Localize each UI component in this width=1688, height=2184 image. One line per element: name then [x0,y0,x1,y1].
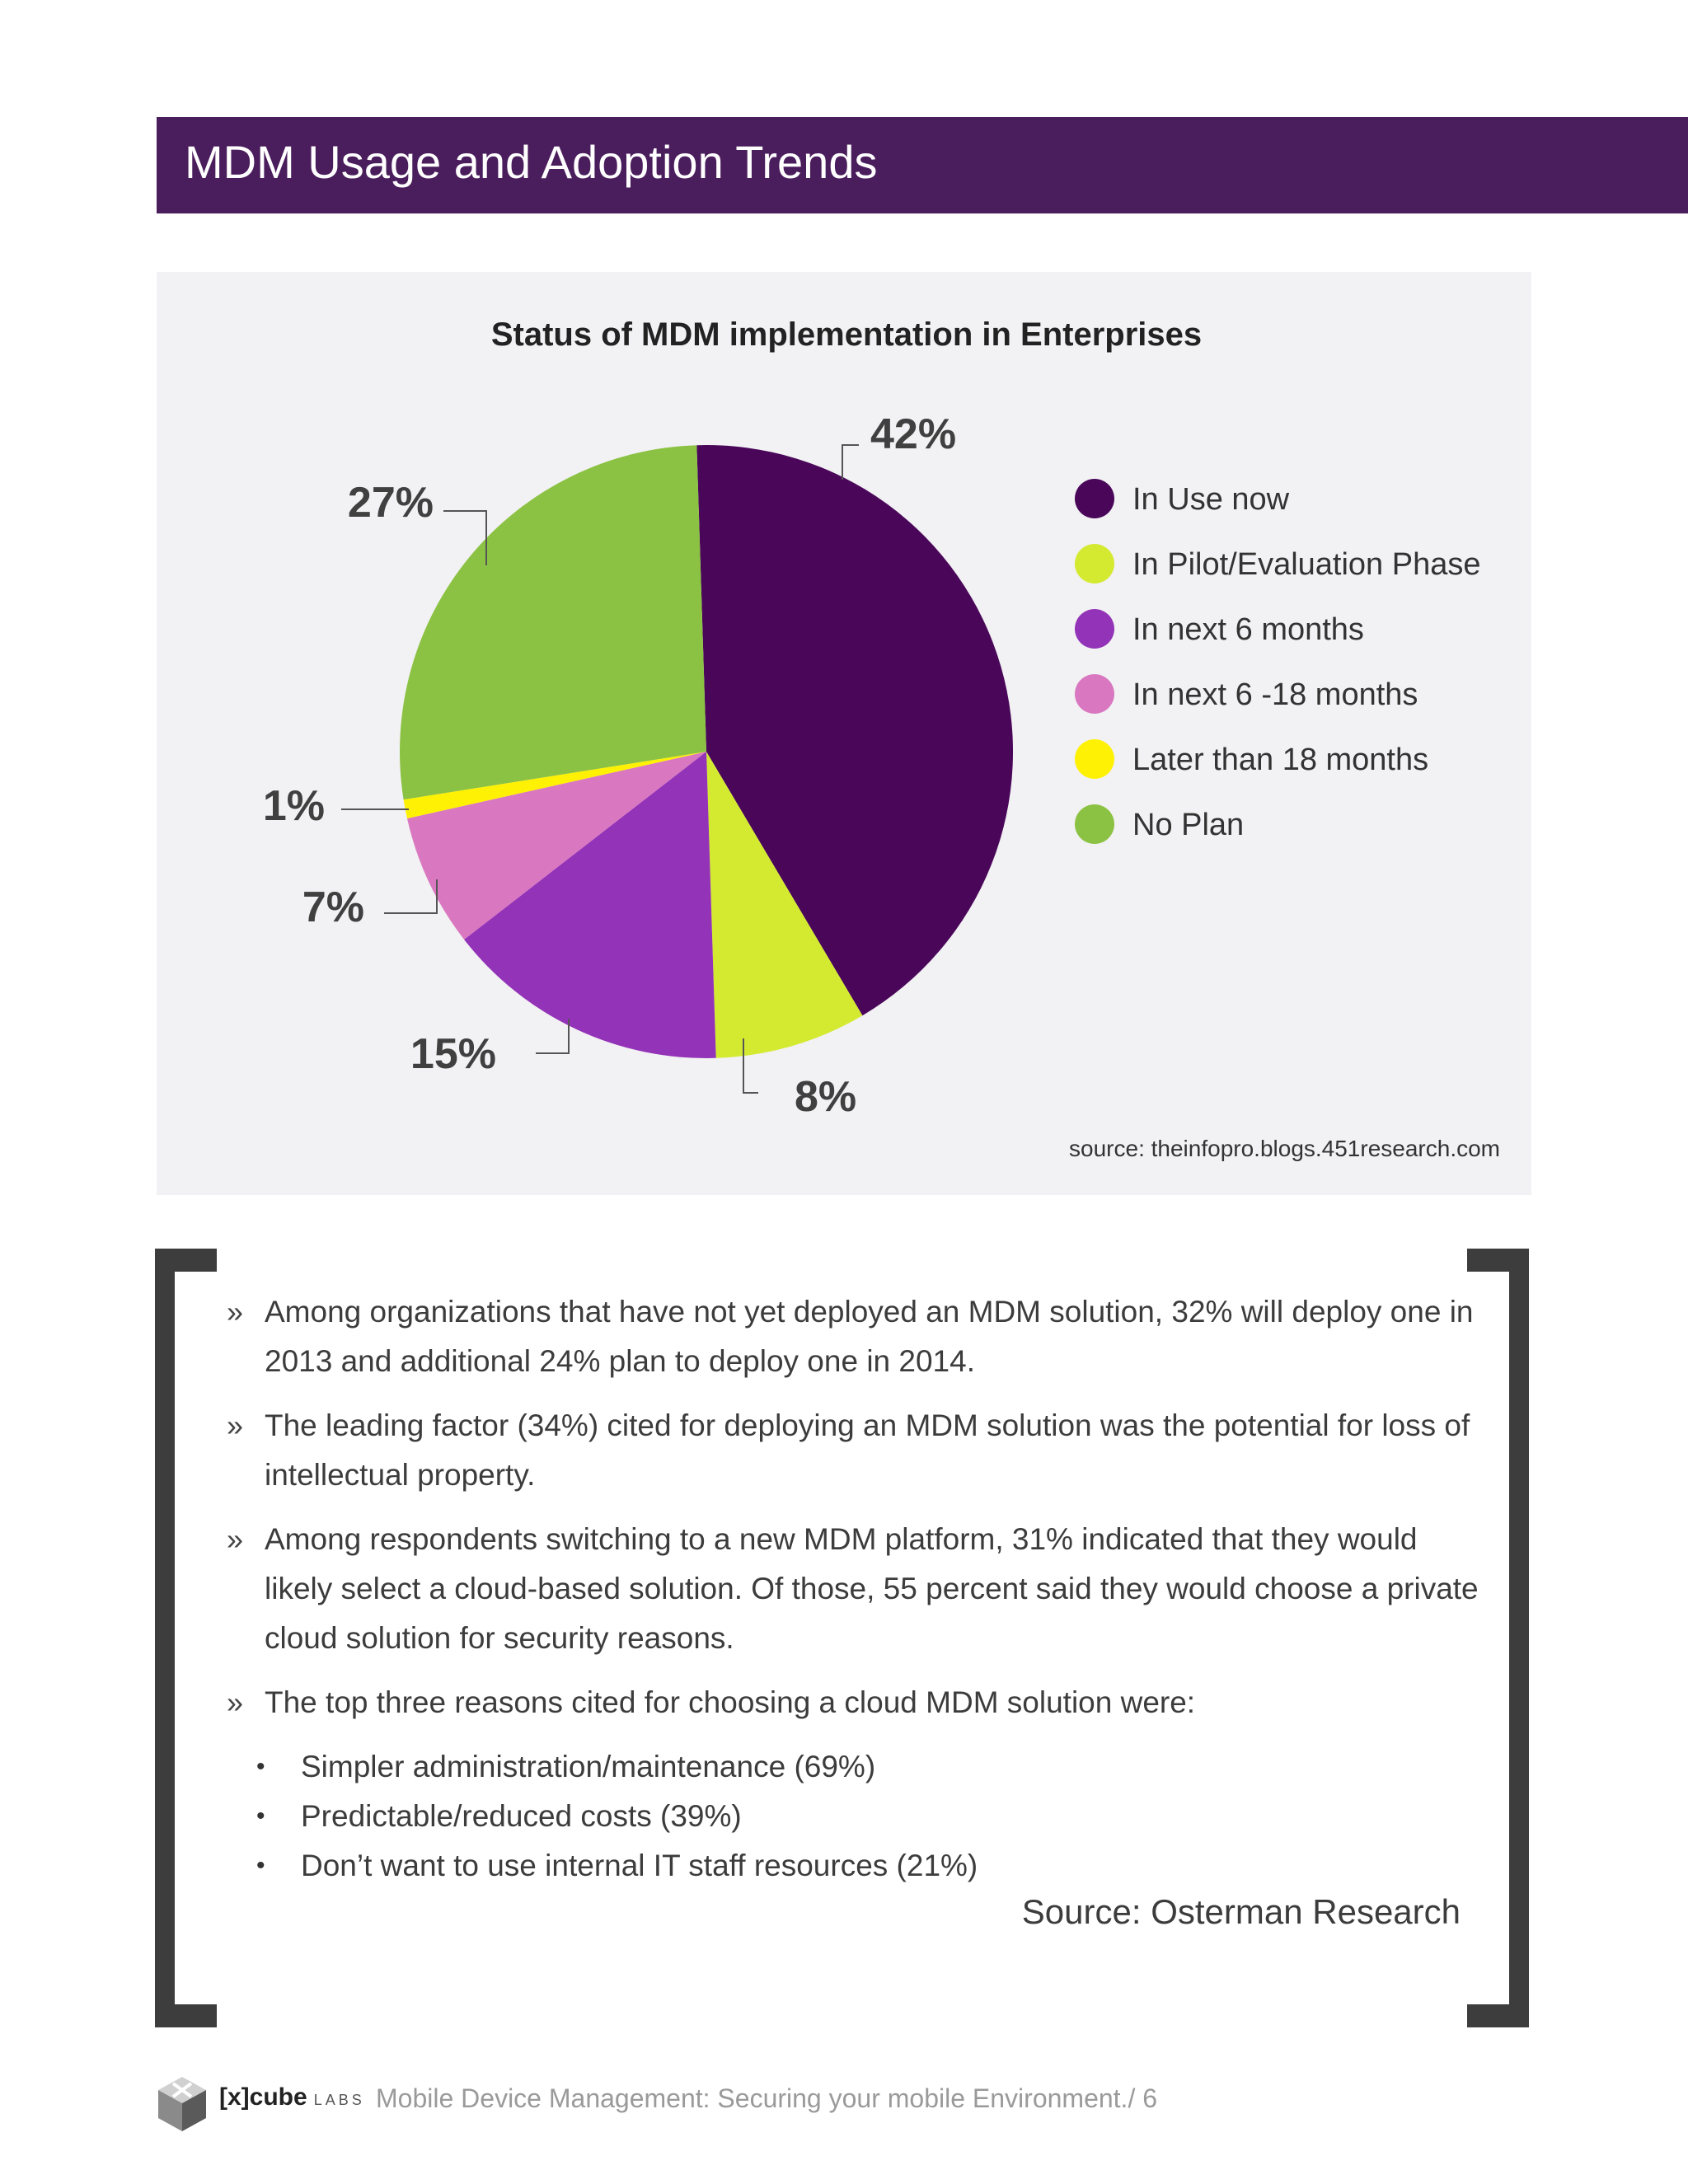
footer-brand [219,2083,365,2111]
leader-line [536,1019,569,1053]
bullet-text: Simpler administration/maintenance (69%) [301,1750,876,1783]
legend-swatch [1075,479,1114,518]
bullet-dot-icon: • [256,1802,265,1830]
data-label: 42% [870,410,957,458]
legend-label: No Plan [1132,808,1245,842]
legend-swatch [1075,739,1114,779]
bullet-item [227,1742,1479,1792]
header-bar [157,117,1688,213]
raquo-icon: » [227,1408,244,1442]
note-item [227,1515,1479,1663]
legend-label: Later than 18 months [1132,743,1429,777]
brand-name: [x]cube [219,2083,307,2111]
chart-source: source: theinfopro.blogs.451research.com [1069,1136,1500,1161]
legend-label: In Pilot/Evaluation Phase [1132,547,1481,582]
note-item [227,1401,1479,1500]
data-label: 27% [347,479,434,527]
chart-title: Status of MDM implementation in Enterprises [490,316,1203,353]
bullet-dot-icon: • [256,1753,265,1780]
chart-panel [157,272,1531,1195]
pie-chart [157,272,1531,1195]
brand-suffix: LABS [313,2092,365,2108]
data-label: 1% [262,782,325,830]
legend-label: In next 6 months [1132,612,1364,647]
legend-label: In next 6 -18 months [1132,677,1418,712]
leader-line [842,445,859,480]
leader-line [384,879,437,913]
bullet-text: Predictable/reduced costs (39%) [301,1799,742,1833]
bullet-list [227,1742,1479,1891]
notes-source: Source: Osterman Research [1021,1892,1461,1931]
bullet-dot-icon: • [256,1852,265,1879]
note-item [227,1678,1479,1727]
legend-swatch [1075,804,1114,844]
cube-logo-icon [157,2075,208,2133]
data-label: 8% [795,1073,857,1121]
page-title: MDM Usage and Adoption Trends [185,136,878,188]
raquo-icon: » [227,1685,244,1719]
legend-swatch [1075,609,1114,649]
note-item [227,1287,1479,1386]
note-text: Among organizations that have not yet deployed an MDM solution, 32% will deploy one in 2013 and additional 24% plan to deploy one in 2014. [265,1295,1474,1378]
legend-swatch [1075,544,1114,583]
bullet-item [227,1792,1479,1841]
data-label: 7% [302,883,364,931]
legend-swatch [1075,674,1114,714]
note-text: The leading factor (34%) cited for deploying an MDM solution was the potential for loss of intellectual property. [265,1408,1470,1492]
legend-label: In Use now [1132,482,1290,517]
notes-list [227,1287,1479,1891]
raquo-icon: » [227,1295,244,1329]
bullet-item [227,1841,1479,1891]
note-text: The top three reasons cited for choosing a cloud MDM solution were: [265,1685,1196,1719]
left-bracket [155,1249,217,2027]
bullet-text: Don’t want to use internal IT staff resources (21%) [301,1849,978,1882]
note-text: Among respondents switching to a new MDM platform, 31% indicated that they would likely select a cloud-based solution. Of those, 55 percent said they would choose a private cloud solution for security reasons. [265,1522,1479,1655]
data-label: 15% [410,1030,496,1078]
footer-doc-title: Mobile Device Management: Securing your mobile Environment./ 6 [376,2083,1158,2113]
raquo-icon: » [227,1522,244,1556]
pie-slice [400,445,706,799]
